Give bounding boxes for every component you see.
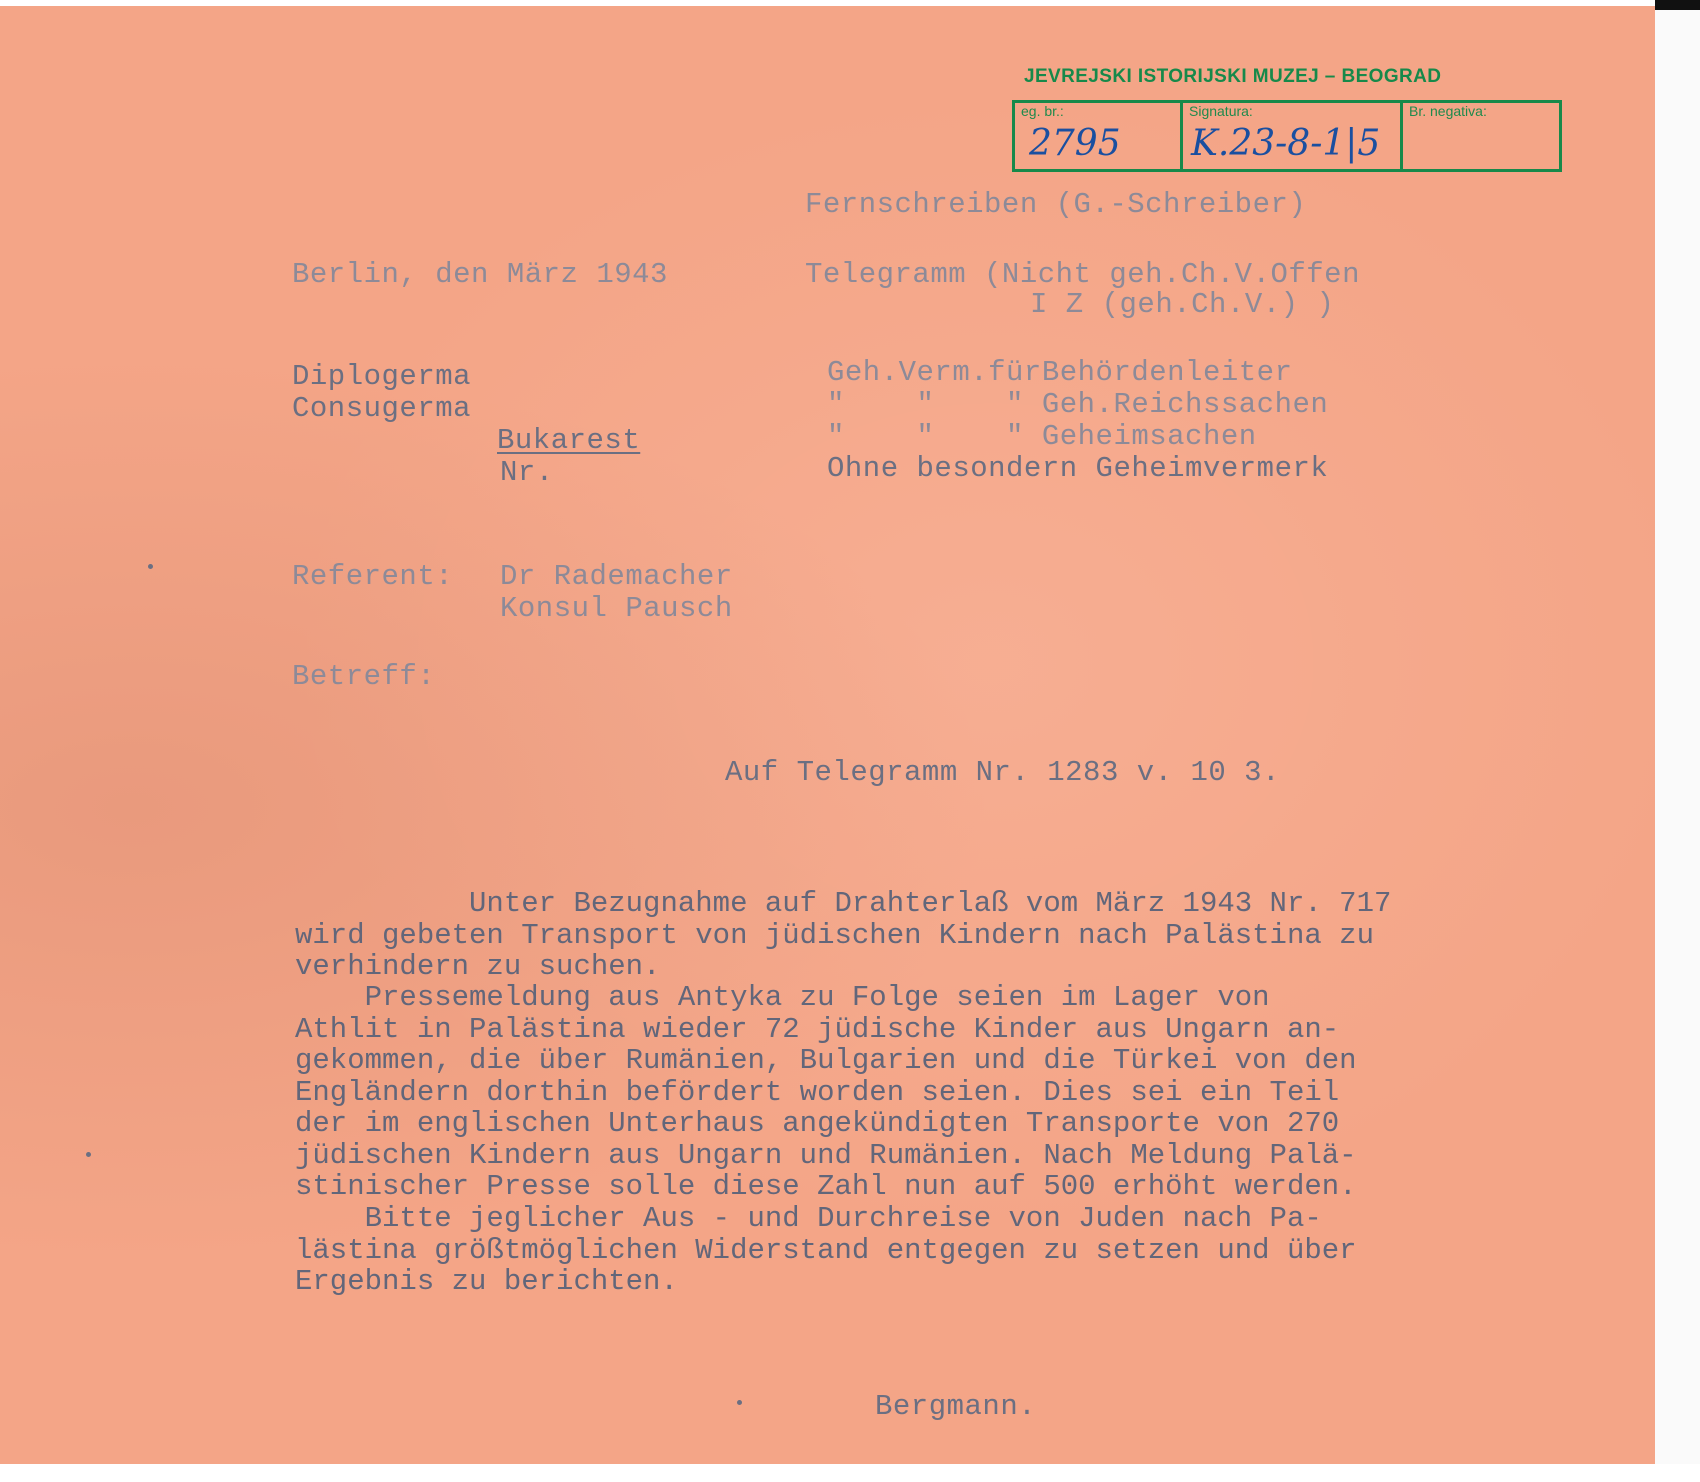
secrecy-line-1: Geh.Verm.fürBehördenleiter (827, 356, 1293, 389)
reference-line: Auf Telegramm Nr. 1283 v. 10 3. (725, 756, 1280, 789)
negativ-label: Br. negativa: (1409, 103, 1487, 119)
signatura-value: K.23-8-1|5 (1191, 123, 1381, 164)
reg-label: eg. br.: (1021, 103, 1064, 119)
archive-stamp (1012, 66, 1564, 178)
paper-speck (737, 1400, 742, 1405)
signatura-label: Signatura: (1189, 103, 1253, 119)
stamp-box (1012, 100, 1562, 172)
referent-name-2: Konsul Pausch (500, 592, 733, 625)
place-date: Berlin, den März 1943 (292, 258, 668, 291)
fernschreiben-line: Fernschreiben (G.-Schreiber) (805, 188, 1307, 221)
stamp-title: JEVREJSKI ISTORIJSKI MUZEJ – BEOGRAD (1024, 66, 1442, 87)
paper-speck (86, 1152, 91, 1157)
signature: Bergmann. (875, 1390, 1037, 1423)
secrecy-line-2: " " " Geh.Reichssachen (827, 388, 1329, 421)
address-line-2: Consugerma (292, 392, 472, 425)
referent-name-1: Dr Rademacher (500, 560, 733, 593)
stamp-cell-signatura (1180, 103, 1400, 169)
secrecy-line-3: " " " Geheimsachen (827, 420, 1257, 453)
stamp-cell-reg (1015, 103, 1180, 169)
stamp-cell-negativ (1400, 103, 1559, 169)
body-paragraph-1: Unter Bezugnahme auf Drahterlaß vom März 1943 Nr. 717 wird gebeten Transport von jüdischen Kindern nach Palästina zu verhindern zu suchen. (295, 887, 1392, 983)
body-paragraph-3: Bitte jeglicher Aus - und Durchreise von Juden nach Pa- lästina größtmöglichen Widerstand entgegen zu setzen und über Ergebnis zu berichten. (295, 1202, 1357, 1298)
address-city: Bukarest (497, 424, 641, 457)
secrecy-line-4: Ohne besondern Geheimvermerk (827, 452, 1329, 485)
betreff-label: Betreff: (292, 660, 436, 693)
scan-border (1655, 0, 1700, 10)
scan-margin (1655, 6, 1700, 1464)
telegramm-line-2: I Z (geh.Ch.V.) ) (1030, 288, 1335, 321)
address-line-1: Diplogerma (292, 360, 472, 393)
body-paragraph-2: Pressemeldung aus Antyka zu Folge seien im Lager von Athlit in Palästina wieder 72 jüdische Kinder aus Ungarn an- gekommen, die über Rumänien, Bulgarien und die Türkei von den Engländern dorthin befördert worden seien. Dies sei ein Teil der im englischen Unterhaus angekündigten Transporte von 270 jüdischen Kindern aus Ungarn und Rumänien. Nach Meldung Palä- stinischer Presse solle diese Zahl nun auf 500 erhöht werden. (295, 981, 1357, 1203)
reg-value: 2795 (1029, 123, 1121, 164)
telegramm-line-1: Telegramm (Nicht geh.Ch.V.Offen (805, 258, 1360, 291)
referent-label: Referent: (292, 560, 454, 593)
paper-speck (148, 564, 153, 569)
address-nr: Nr. (500, 456, 554, 489)
